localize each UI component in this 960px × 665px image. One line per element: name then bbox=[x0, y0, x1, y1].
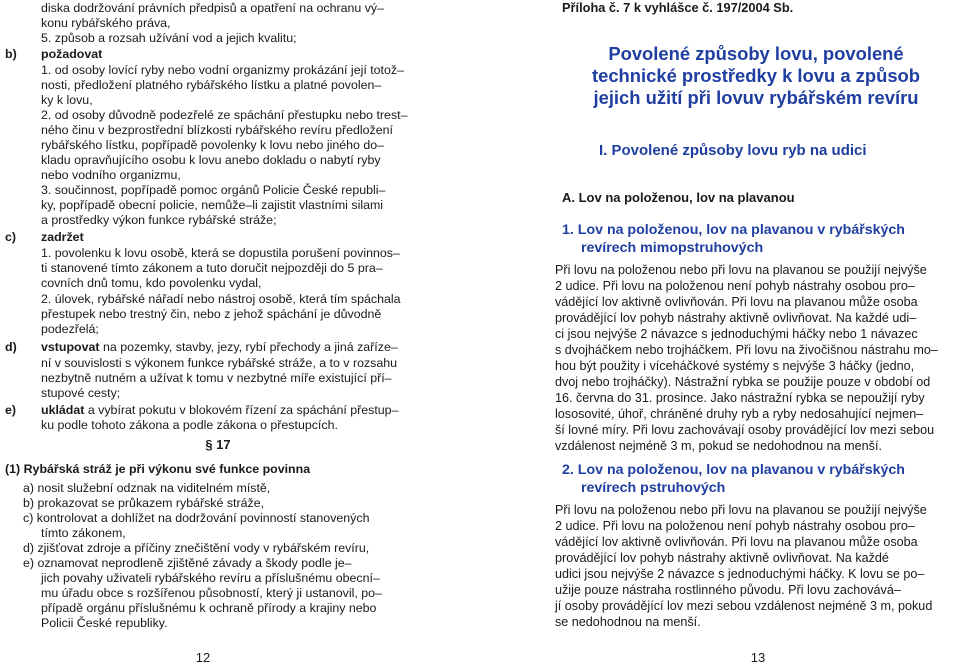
text-line: Při lovu na položenou nebo při lovu na plavanou se použijí nejvýše bbox=[555, 503, 927, 517]
text-line: podezřelá; bbox=[41, 322, 99, 336]
text-line: konu rybářského práva, bbox=[41, 16, 171, 30]
text-line: provádějící lov pohyb nástrahy aktivně ovlivňovat. Na každé bbox=[555, 551, 889, 565]
text-line: 2 udice. Při lovu na položenou není pohyb nástrahy osobou pro– bbox=[555, 519, 915, 533]
right-page bbox=[552, 0, 960, 664]
subheading-line: 1. Lov na položenou, lov na plavanou v rybářských bbox=[562, 222, 905, 238]
text-line: Policii České republiky. bbox=[41, 616, 168, 630]
item-heading-c: zadržet bbox=[41, 230, 84, 244]
text-run: na pozemky, stavby, jezy, rybí přechody a jiná zaříze– bbox=[99, 340, 398, 354]
paragraph-mark-text: § 17 bbox=[205, 437, 231, 452]
subsection-heading: A. Lov na položenou, lov na plavanou bbox=[562, 190, 795, 205]
item-heading-d: vstupovat bbox=[41, 340, 100, 354]
text-line: případě orgánu příslušnému k ochraně přírody a krajiny nebo bbox=[41, 601, 377, 615]
text-line: udici jsou nejvýše 2 návazce s jednoduchými háčky. K lovu se po– bbox=[555, 567, 925, 581]
text-line: d) zjišťovat zdroje a příčiny znečištění vody v rybářském revíru, bbox=[23, 541, 370, 555]
title-line: jejich užití při lovuv rybářském revíru bbox=[593, 87, 919, 108]
subheading-line: revírech pstruhových bbox=[581, 480, 726, 496]
text-line: nebo vodního organizmu, bbox=[41, 168, 181, 182]
left-page bbox=[0, 0, 406, 664]
text-line: nosti, předložení platného rybářského lístku a platné povolen– bbox=[41, 78, 382, 92]
text-line bbox=[41, 403, 398, 418]
text-line: mu úřadu obce s rozšířenou působností, který ji ustanovil, po– bbox=[41, 586, 382, 600]
text-line: se nedohodnou na menší. bbox=[555, 615, 701, 629]
text-line: ku podle tohoto zákona a podle zákona o přestupcích. bbox=[41, 418, 338, 432]
section-1-label: (1) bbox=[5, 462, 21, 476]
subheading-line: revírech mimopstruhových bbox=[581, 240, 764, 256]
text-line: hou být použity i víceháčkové systémy s nejvýše 3 háčky (jedno, bbox=[555, 359, 915, 373]
text-line: ti stanovené tímto zákonem a tuto doručit nejpozději do 5 pra– bbox=[41, 261, 383, 275]
text-line: 3. součinnost, popřípadě pomoc orgánů Policie České republi– bbox=[41, 183, 386, 197]
text-line: 2. úlovek, rybářské nářadí nebo nástroj osobě, která tím spáchala bbox=[41, 292, 401, 306]
text-line: ky k lovu, bbox=[41, 93, 93, 107]
text-line: ci jsou nejvýše 2 návazce s jednoduchými háčky nebo 1 návazec bbox=[555, 327, 918, 341]
text-line: provádějící lov pohyb nástrahy aktivně ovlivňovat. Na každé udi– bbox=[555, 311, 917, 325]
text-line: Při lovu na položenou nebo při lovu na plavanou se použijí nejvýše bbox=[555, 263, 927, 277]
text-line: stupové cesty; bbox=[41, 386, 121, 400]
text-line: rybářského lístku, popřípadě povolenky k lovu nebo jiného do– bbox=[41, 138, 385, 152]
page-number: 12 bbox=[195, 650, 211, 665]
paragraph-mark bbox=[0, 437, 406, 452]
text-line: 1. od osoby lovící ryby nebo vodní organizmy prokázání její totož– bbox=[41, 63, 404, 77]
text-line: ného činu v bezprostřední blízkosti rybářského revíru předložení bbox=[41, 123, 393, 137]
text-line: 2. od osoby důvodně podezřelé ze spáchání přestupku nebo trest– bbox=[41, 108, 408, 122]
text-line: s dvojháčkem nebo trojháčkem. Při lovu na živočišnou nástrahu mo– bbox=[555, 343, 938, 357]
text-line: a) nosit služební odznak na viditelném místě, bbox=[23, 481, 271, 495]
text-line: jich povahy uživateli rybářského revíru a příslušnému obecní– bbox=[41, 571, 380, 585]
text-line: e) oznamovat neprodleně zjištěné závady a škody podle je– bbox=[23, 556, 352, 570]
text-line: vzdálenost nejméně 3 m, pokud se nedohodnou na menší. bbox=[555, 439, 882, 453]
text-line: kladu opravňujícího osobu k lovu anebo dokladu o nabytí ryby bbox=[41, 153, 381, 167]
text-line: covních dnů tomu, kdo povolenku vydal, bbox=[41, 276, 262, 290]
text-line: 2 udice. Při lovu na položenou není pohyb nástrahy osobou pro– bbox=[555, 279, 915, 293]
item-label-c: c) bbox=[5, 230, 17, 244]
text-line: ší lovné míry. Při lovu zachovávají osoby provádějící lov mezi sebou bbox=[555, 423, 935, 437]
text-line: 5. způsob a rozsah užívání vod a jejich kvalitu; bbox=[41, 31, 297, 45]
text-run: a vybírat pokutu v blokovém řízení za spáchání přestup– bbox=[84, 403, 399, 417]
item-heading-b: požadovat bbox=[41, 47, 103, 61]
text-line: ní v souvislosti s výkonem funkce rybářské stráže, a to v rozsahu bbox=[41, 356, 398, 370]
text-line: užije pouze nástraha rostlinného původu. Při lovu zachovává– bbox=[555, 583, 901, 597]
text-line bbox=[41, 340, 398, 355]
text-line: dvoj nebo trojháčky). Nástražní rybka se použije pouze v období od bbox=[555, 375, 931, 389]
text-line: nezbytně nutném a užívat k tomu v nezbytné míře existující pří– bbox=[41, 371, 392, 385]
text-line: c) kontrolovat a dohlížet na dodržování povinností stanovených bbox=[23, 511, 370, 525]
text-line: ky, popřípadě obecní policie, nemůže–li zajistit vlastními silami bbox=[41, 198, 384, 212]
title-line: technické prostředky k lovu a způsob bbox=[591, 65, 921, 86]
annex-label: Příloha č. 7 k vyhlášce č. 197/2004 Sb. bbox=[562, 0, 794, 15]
section-1-title: Rybářská stráž je při výkonu své funkce povinna bbox=[23, 462, 311, 476]
item-heading-e: ukládat bbox=[41, 403, 85, 417]
text-line: diska dodržování právních předpisů a opatření na ochranu vý– bbox=[41, 1, 385, 15]
text-line: 16. června do 31. prosince. Jako nástražní rybka se nepoužijí ryby bbox=[555, 391, 925, 405]
text-line: vádějící lov aktivně ovlivňován. Při lovu na plavanou může osoba bbox=[555, 295, 918, 309]
text-line: jí osoby provádějící lov mezi sebou vzdálenost nejméně 3 m, pokud bbox=[555, 599, 933, 613]
text-line: b) prokazovat se průkazem rybářské stráže, bbox=[23, 496, 265, 510]
title-line: Povolené způsoby lovu, povolené bbox=[608, 43, 904, 64]
item-label-d: d) bbox=[5, 340, 17, 354]
text-line: 1. povolenku k lovu osobě, která se dopustila porušení povinnos– bbox=[41, 246, 400, 260]
text-line: vádějící lov aktivně ovlivňován. Při lovu na plavanou může osoba bbox=[555, 535, 918, 549]
subheading-line: 2. Lov na položenou, lov na plavanou v rybářských bbox=[562, 462, 905, 478]
section-1-heading bbox=[5, 462, 310, 477]
page-number: 13 bbox=[750, 650, 766, 665]
section-heading: I. Povolené způsoby lovu ryb na udici bbox=[599, 142, 867, 159]
text-line: tímto zákonem, bbox=[41, 526, 126, 540]
text-line: přestupek nebo trestný čin, nebo z jehož spáchání je důvodně bbox=[41, 307, 382, 321]
text-line: a prostředky výkon funkce rybářské stráže; bbox=[41, 213, 277, 227]
item-label-e: e) bbox=[5, 403, 17, 417]
item-label-b: b) bbox=[5, 47, 17, 61]
text-line: lososovité, úhoř, chráněné druhy ryb a ryby nedosahující nejmen– bbox=[555, 407, 924, 421]
